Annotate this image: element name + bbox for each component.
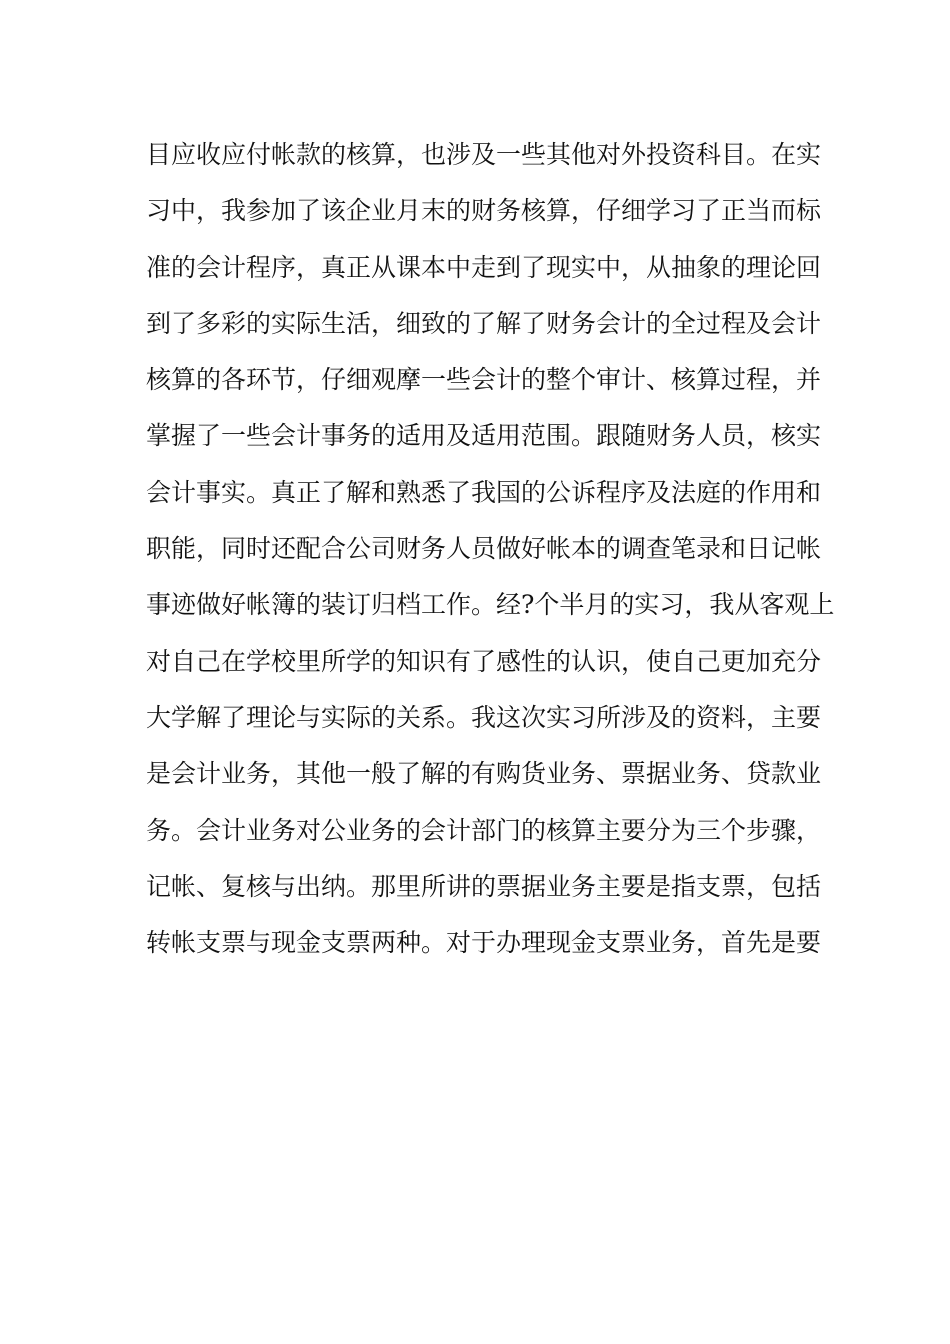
text-line: 转帐支票与现金支票两种。对于办理现金支票业务，首先是要 [146,928,822,958]
text-line: 是会计业务，其他一般了解的有购货业务、票据业务、贷款业 [146,759,822,789]
text-line: 到了多彩的实际生活，细致的了解了财务会计的全过程及会计 [146,308,822,338]
text-line: 记帐、复核与出纳。那里所讲的票据业务主要是指支票，包括 [146,871,822,901]
text-line: 务。会计业务对公业务的会计部门的核算主要分为三个步骤， [146,815,822,845]
text-line: 会计事实。真正了解和熟悉了我国的公诉程序及法庭的作用和 [146,477,822,507]
text-line: 职能，同时还配合公司财务人员做好帐本的调查笔录和日记帐 [146,534,822,564]
text-line: 掌握了一些会计事务的适用及适用范围。跟随财务人员，核实 [146,421,822,451]
text-line: 目应收应付帐款的核算，也涉及一些其他对外投资科目。在实 [146,140,822,169]
text-line: 大学解了理论与实际的关系。我这次实习所涉及的资料，主要 [146,702,822,732]
body-paragraph [146,132,835,976]
text-line: 准的会计程序，真正从课本中走到了现实中，从抽象的理论回 [146,252,822,282]
text-line: 核算的各环节，仔细观摩一些会计的整个审计、核算过程，并 [146,365,822,395]
text-line: 习中，我参加了该企业月末的财务核算，仔细学习了正当而标 [146,196,822,226]
text-line: 事迹做好帐簿的装订归档工作。经?个半月的实习，我从客观上 [146,590,835,620]
text-line: 对自己在学校里所学的知识有了感性的认识，使自己更加充分 [146,646,822,676]
